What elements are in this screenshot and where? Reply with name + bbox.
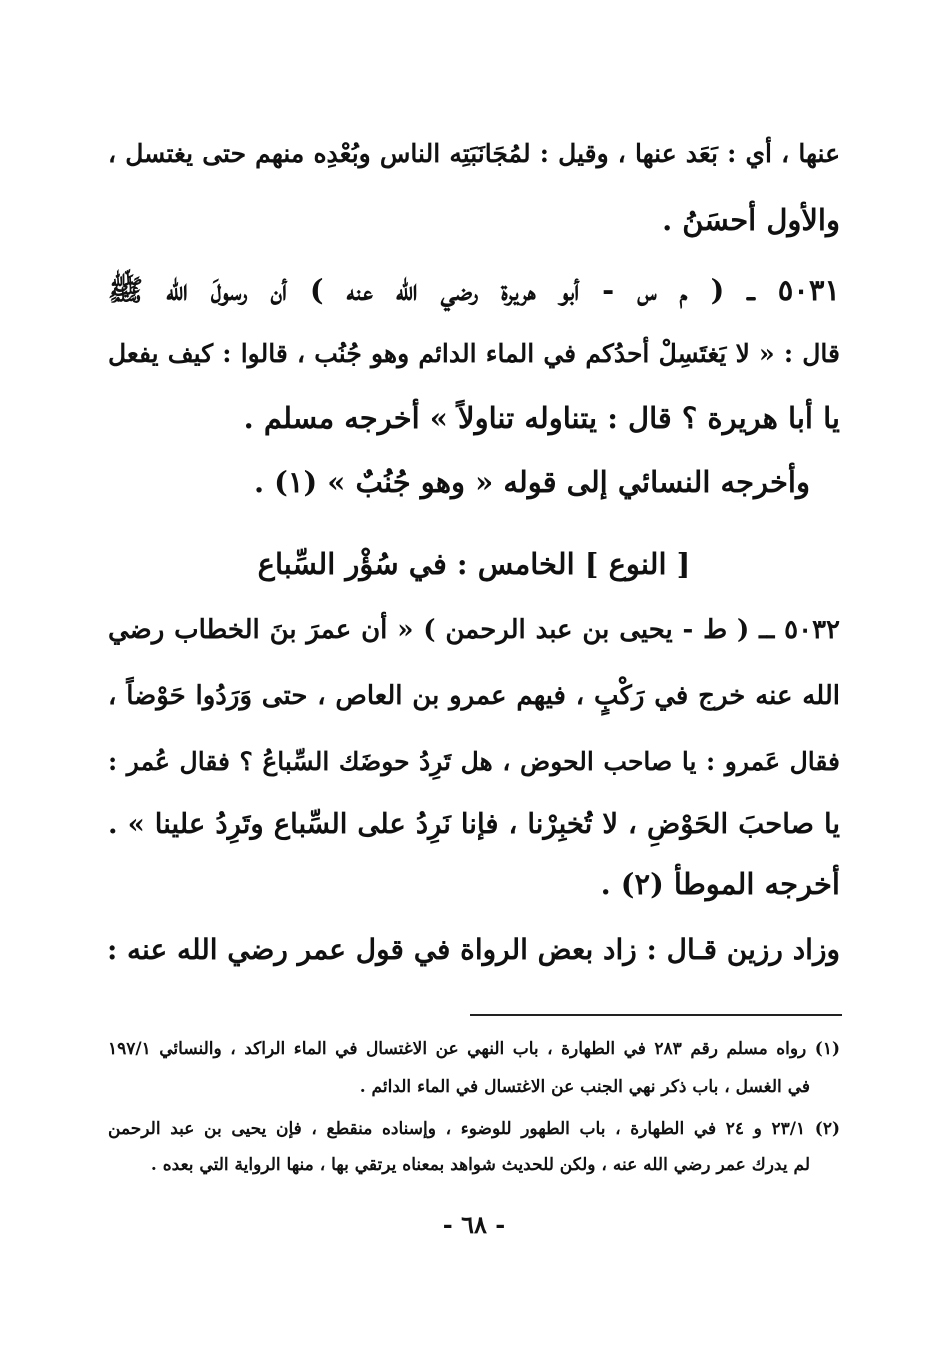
footnote-2-line-1: (٢) ٢٣/١ و ٢٤ في الطهارة ، باب الطهور للوضوء ، وإسناده منقطع ، فإن يحيى بن عبد الرحمن <box>108 1119 841 1139</box>
body-line-11: يا صاحبَ الحَوْضِ ، لا تُخبِرْنا ، فإنا نَرِدُ على السِّباع وتَرِدُ علينا » . <box>108 808 840 840</box>
hadith-5031-heading: ٥٠٣١ ــ ( م س - أبو هريرة رضي الله عنه ) أن رسولَ الله ﷺ <box>108 273 840 307</box>
footnote-1-line-2: في الغسل ، باب ذكر نهي الجنب عن الاغتسال في الماء الدائم . <box>359 1077 810 1097</box>
body-line-6: وأخرجه النسائي إلى قوله « وهو جُنُبٌ » (١) . <box>253 465 810 499</box>
body-line-1: عنها ، أي : بَعَد عنها ، وقيل : لمُجَانَبَتِه الناس وبُعْدِه منهم حتى يغتسل ، <box>108 139 840 168</box>
body-line-13: وزاد رزين قـال : زاد بعض الرواة في قول عمر رضي الله عنه : <box>106 933 840 966</box>
footnote-1-line-1: (١) رواه مسلم رقم ٢٨٣ في الطهارة ، باب النهي عن الاغتسال في الماء الراكد ، والنسائي ١٩٧/١ <box>108 1039 840 1059</box>
body-line-5: يا أبا هريرة ؟ قال : يتناوله تناولاً » أخرجه مسلم . <box>243 401 840 435</box>
footnote-2-line-2: لم يدرك عمر رضي الله عنه ، ولكن للحديث شواهد بمعناه يرتقي بها ، منها الرواية التي بعده . <box>150 1155 810 1175</box>
footnote-divider <box>470 1014 842 1016</box>
body-line-9: الله عنه خرج في رَكْبٍ ، فيهم عمرو بن العاص ، حتى وَرَدُوا حَوْضاً ، <box>108 681 840 711</box>
hadith-5032-heading: ٥٠٣٢ ــ ( ط - يحيى بن عبد الرحمن ) « أن عمرَ بنَ الخطاب رضي <box>108 615 840 645</box>
body-line-4: قال : « لا يَغتَسِلْ أحدُكم في الماء الدائم وهو جُنُب ، قالوا : كيف يفعل <box>108 339 840 368</box>
section-heading: [ النوع ] الخامس : في سُؤْر السِّباع <box>257 547 691 581</box>
body-line-2: والأول أحسَنُ . <box>662 203 840 237</box>
body-line-12: أخرجه الموطأ (٢) . <box>600 867 840 901</box>
body-line-10: فقال عَمرو : يا صاحب الحوض ، هل تَرِدُ حوضَك السِّباعُ ؟ فقال عُمر : <box>108 747 840 776</box>
page-number: - ٦٨ - <box>442 1210 506 1239</box>
